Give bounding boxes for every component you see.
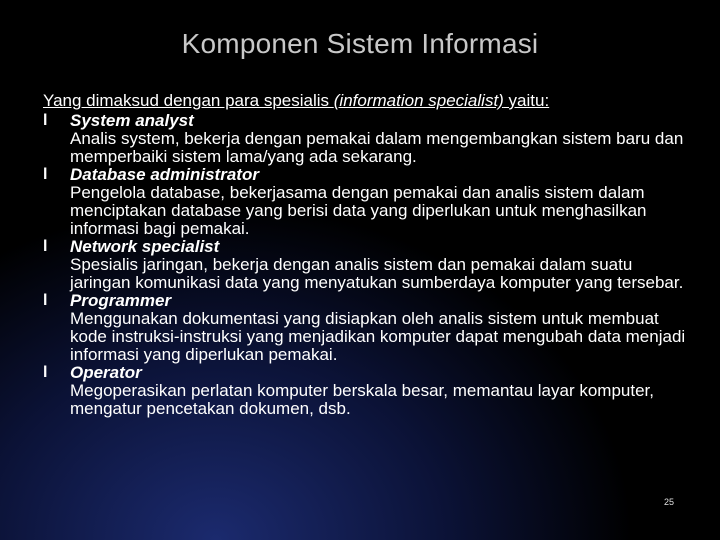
list-item-operator (43, 364, 693, 418)
role-description: Spesialis jaringan, bekerja dengan analis sistem dan pemakai dalam suatu jaringan komunikasi data yang menyatukan sumberdaya komputer yang tersebar. (70, 255, 684, 292)
list-item-database-administrator (43, 166, 693, 238)
bullet-icon: l (43, 292, 48, 309)
role-description: Megoperasikan perlatan komputer berskala besar, memantau layar komputer, mengatur pencetakan dokumen, dsb. (70, 381, 654, 418)
bullet-icon: l (43, 364, 48, 381)
list-item-network-specialist (43, 238, 693, 292)
list-item-system-analyst (43, 112, 693, 166)
slide-title: Komponen Sistem Informasi (181, 28, 539, 59)
bullet-icon: l (43, 166, 48, 183)
bullet-icon: l (43, 112, 48, 129)
intro-text-after: yaitu: (503, 91, 550, 110)
intro-text-before: Yang dimaksud dengan para spesialis (43, 91, 334, 110)
role-description: Pengelola database, bekerjasama dengan pemakai dan analis sistem dalam menciptakan database yang berisi data yang diperlukan untuk menghasilkan informasi bagi pemakai. (70, 183, 647, 238)
role-title: Network specialist (70, 237, 220, 256)
bullet-icon: l (43, 238, 48, 255)
role-description: Analis system, bekerja dengan pemakai dalam mengembangkan sistem baru dan memperbaiki sistem lama/yang ada sekarang. (70, 129, 684, 166)
role-title: Programmer (70, 291, 172, 310)
intro-text (43, 92, 693, 110)
page-number: 25 (664, 497, 675, 507)
role-title: Operator (70, 363, 142, 382)
intro-italic: (information specialist) (333, 91, 504, 110)
list-item-programmer (43, 292, 693, 364)
role-title: Database administrator (70, 165, 259, 184)
slide-content (43, 92, 693, 418)
role-description: Menggunakan dokumentasi yang disiapkan oleh analis sistem untuk membuat kode instruksi-instruksi yang menjadikan komputer dapat mengubah data menjadi informasi yang diperlukan pemakai. (70, 309, 686, 364)
role-title: System analyst (70, 111, 194, 130)
